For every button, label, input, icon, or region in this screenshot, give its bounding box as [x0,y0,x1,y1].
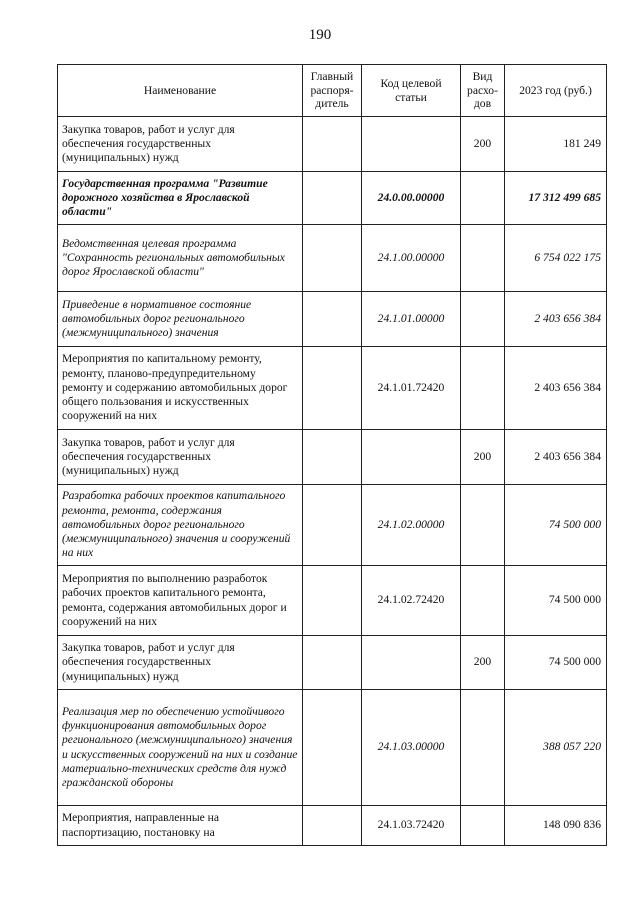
header-amount: 2023 год (руб.) [505,65,607,117]
page-number: 190 [308,27,332,43]
cell-code: 24.1.02.72420 [362,566,461,636]
cell-owner [303,636,362,690]
header-name: Наименование [58,65,303,117]
cell-expense-type [461,172,505,225]
cell-amount: 181 249 [505,117,607,172]
table-row [58,225,607,292]
cell-expense-type: 200 [461,430,505,485]
cell-owner [303,566,362,636]
cell-code: 24.1.03.72420 [362,806,461,846]
budget-table [57,64,607,846]
table-header-row [58,65,607,117]
cell-expense-type: 200 [461,636,505,690]
cell-code: 24.0.00.00000 [362,172,461,225]
table-row [58,292,607,347]
cell-expense-type: 200 [461,117,505,172]
cell-name: Мероприятия по капитальному ремонту, ремонту, планово-предупредительному ремонту и содержанию автомобильных дорог общего пользования и искусственных сооружений на них [58,347,303,430]
cell-expense-type [461,806,505,846]
table-row [58,172,607,225]
cell-code: 24.1.01.72420 [362,347,461,430]
cell-expense-type [461,690,505,806]
cell-code: 24.1.01.00000 [362,292,461,347]
cell-name: Закупка товаров, работ и услуг для обеспечения государственных (муниципальных) нужд [58,430,303,485]
cell-owner [303,347,362,430]
header-owner: Главный распоря-дитель [303,65,362,117]
cell-amount: 6 754 022 175 [505,225,607,292]
cell-name: Закупка товаров, работ и услуг для обеспечения государственных (муниципальных) нужд [58,636,303,690]
cell-name: Разработка рабочих проектов капитального ремонта, ремонта, содержания автомобильных дорог регионального (межмуниципального) значения и сооружений на них [58,485,303,566]
cell-name: Ведомственная целевая программа "Сохранность региональных автомобильных дорог Ярославской области" [58,225,303,292]
cell-amount: 388 057 220 [505,690,607,806]
cell-name: Реализация мер по обеспечению устойчивого функционирования автомобильных дорог регионального (межмуниципального) значения и искусственных сооружений на них и создание материально-технических средств для нужд гражданской обороны [58,690,303,806]
cell-owner [303,292,362,347]
cell-owner [303,117,362,172]
cell-amount: 2 403 656 384 [505,292,607,347]
table-row [58,117,607,172]
table-row [58,690,607,806]
cell-name: Мероприятия по выполнению разработок рабочих проектов капитального ремонта, ремонта, содержания автомобильных дорог и сооружений на них [58,566,303,636]
table-row [58,636,607,690]
cell-owner [303,806,362,846]
table-row [58,806,607,846]
cell-amount: 148 090 836 [505,806,607,846]
cell-amount: 74 500 000 [505,485,607,566]
cell-expense-type [461,347,505,430]
cell-amount: 74 500 000 [505,566,607,636]
cell-name: Мероприятия, направленные на паспортизацию, постановку на [58,806,303,846]
cell-code [362,636,461,690]
cell-name: Приведение в нормативное состояние автомобильных дорог регионального (межмуниципального) значения [58,292,303,347]
cell-amount: 17 312 499 685 [505,172,607,225]
table-row [58,430,607,485]
cell-code [362,430,461,485]
table-row [58,485,607,566]
cell-owner [303,485,362,566]
cell-amount: 2 403 656 384 [505,430,607,485]
cell-code [362,117,461,172]
header-code: Код целевой статьи [362,65,461,117]
header-expense-type: Вид расхо-дов [461,65,505,117]
cell-name: Закупка товаров, работ и услуг для обеспечения государственных (муниципальных) нужд [58,117,303,172]
table-row [58,347,607,430]
cell-owner [303,172,362,225]
cell-name: Государственная программа "Развитие дорожного хозяйства в Ярославской области" [58,172,303,225]
cell-owner [303,430,362,485]
cell-expense-type [461,566,505,636]
cell-code: 24.1.00.00000 [362,225,461,292]
cell-expense-type [461,292,505,347]
cell-amount: 2 403 656 384 [505,347,607,430]
cell-owner [303,225,362,292]
cell-code: 24.1.03.00000 [362,690,461,806]
cell-expense-type [461,485,505,566]
table-row [58,566,607,636]
cell-owner [303,690,362,806]
cell-code: 24.1.02.00000 [362,485,461,566]
cell-expense-type [461,225,505,292]
cell-amount: 74 500 000 [505,636,607,690]
